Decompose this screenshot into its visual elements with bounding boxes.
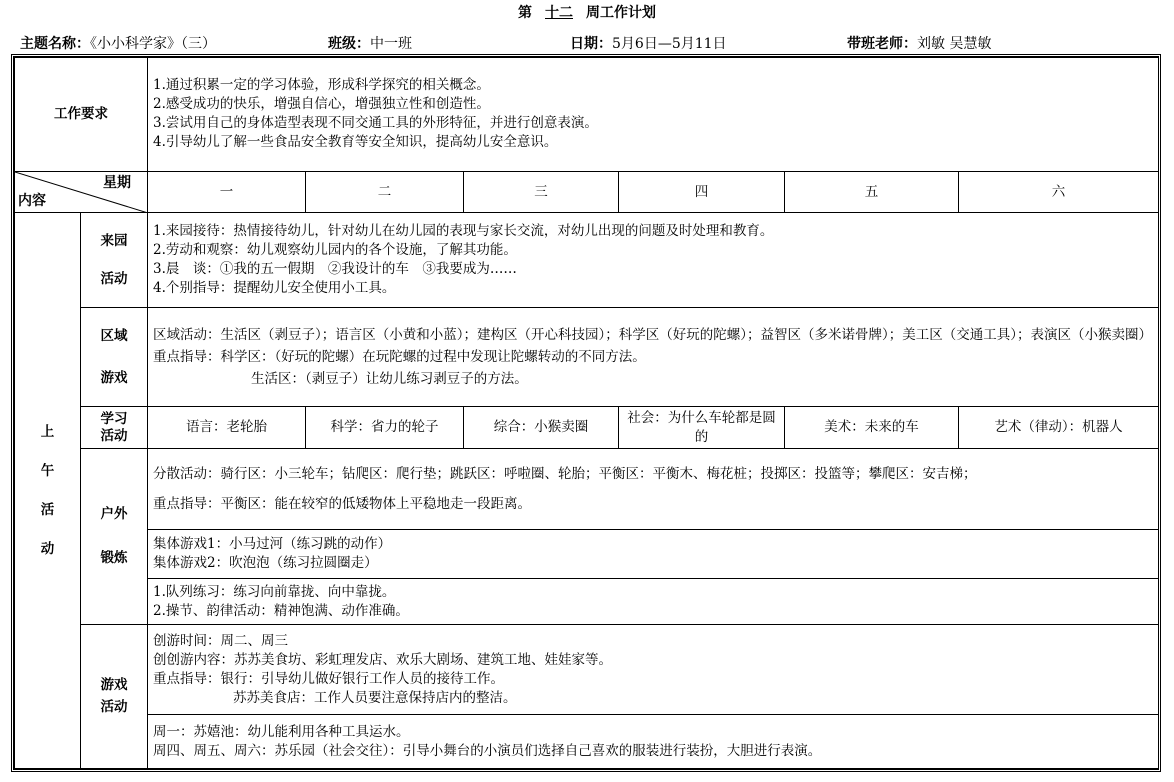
corner-weekday-label: 星期 [103, 174, 131, 191]
arrival-content [148, 213, 1159, 308]
outdoor-line: 重点指导：平衡区：能在较窄的低矮物体上平稳地走一段距离。 [153, 496, 531, 513]
game-label [81, 624, 148, 768]
outdoor-row-3 [15, 579, 1159, 624]
requirement-item: 1.通过积累一定的学习体验，形成科学探究的相关概念。 [153, 77, 490, 94]
diagonal-header-cell [15, 171, 148, 212]
study-saturday: 艺术（律动）：机器人 [959, 406, 1159, 448]
day-wednesday: 三 [464, 171, 619, 212]
class-label: 班级： [328, 36, 370, 52]
outdoor-line: 集体游戏2：吹泡泡（练习拉圆圈走） [153, 555, 378, 572]
requirements-row [15, 58, 1159, 172]
game-line: 创创游内容：苏苏美食坊、彩虹理发店、欢乐大剧场、建筑工地、娃娃家等。 [153, 651, 612, 668]
study-thursday: 社会：为什么车轮都是圆的 [619, 406, 785, 448]
theme-value: 《小小科学家》（三） [90, 36, 216, 52]
area-games-label [81, 308, 148, 407]
game-content-2 [148, 715, 1159, 769]
teacher-info [847, 33, 991, 53]
outdoor-line: 分散活动：骑行区：小三轮车；钻爬区：爬行垫；跳跃区：呼啦圈、轮胎；平衡区：平衡木、梅花桩；投掷区：投篮等；攀爬区：安吉梯； [153, 466, 977, 483]
page-title [0, 2, 1174, 22]
outdoor-line: 集体游戏1：小马过河（练习跳的动作） [153, 536, 392, 553]
outdoor-row-2 [15, 529, 1159, 578]
outdoor-row-1 [15, 449, 1159, 530]
outdoor-label-line: 锻炼 [100, 550, 128, 567]
game-row-2 [15, 715, 1159, 769]
area-label-line: 区域 [100, 328, 128, 344]
outdoor-label-line: 户外 [100, 506, 128, 523]
game-line: 重点指导：银行：引导幼儿做好银行工作人员的接待工作。 [153, 670, 504, 687]
date-value: 5月6日—5月11日 [612, 36, 727, 52]
requirements-content [148, 58, 1159, 172]
title-suffix: 周工作计划 [586, 5, 656, 21]
game-row-1 [15, 624, 1159, 715]
study-label-line: 活动 [100, 427, 128, 444]
requirement-item: 2.感受成功的快乐，增强自信心，增强独立性和创造性。 [153, 96, 490, 113]
day-friday: 五 [785, 171, 959, 212]
morning-label-char: 午 [40, 462, 55, 479]
arrival-label-line: 来园 [100, 233, 128, 250]
arrival-label-line: 活动 [100, 271, 128, 288]
game-line: 周四、周五、周六：苏乐园（社会交往）：引导小舞台的小演员们选择自己喜欢的服装进行装扮，大胆进行表演。 [153, 742, 822, 759]
study-label [81, 406, 148, 448]
study-row [15, 406, 1159, 448]
requirement-item: 4.引导幼儿了解一些食品安全教育等安全知识，提高幼儿安全意识。 [153, 134, 558, 151]
arrival-row [15, 213, 1159, 308]
game-label-line: 活动 [100, 699, 128, 716]
arrival-line: 3.晨 谈：①我的五一假期 ②我设计的车 ③我要成为…… [153, 261, 517, 278]
week-number: 十二 [545, 5, 573, 21]
requirements-label: 工作要求 [15, 58, 148, 172]
game-line: 周一：苏嬉池：幼儿能利用各种工具运水。 [153, 723, 410, 740]
area-games-content [148, 308, 1159, 407]
morning-activities-label [15, 213, 81, 769]
class-value: 中一班 [370, 36, 412, 52]
morning-label-char: 活 [40, 501, 55, 518]
study-monday: 语言：老轮胎 [148, 406, 306, 448]
area-line: 区域活动：生活区（剥豆子）；语言区（小黄和小蓝）；建构区（开心科技园）；科学区（好玩的陀螺）；益智区（多米诺骨牌）；美工区（交通工具）；表演区（小猴卖圈） [153, 327, 1152, 343]
arrival-line: 1.来园接待：热情接待幼儿，针对幼儿在幼儿园的表现与家长交流，对幼儿出现的问题及时处理和教育。 [153, 223, 774, 240]
arrival-line: 4.个别指导：提醒幼儿安全使用小工具。 [153, 280, 396, 297]
date-info [570, 33, 727, 53]
title-prefix: 第 [518, 5, 532, 21]
outdoor-line: 2.操节、韵律活动：精神饱满、动作准确。 [153, 602, 409, 619]
weekday-row [15, 171, 1159, 212]
area-line: 重点指导：科学区：（好玩的陀螺）在玩陀螺的过程中发现让陀螺转动的不同方法。 [153, 349, 646, 365]
teacher-value: 刘敏 吴慧敏 [917, 36, 992, 52]
class-info [328, 33, 412, 53]
study-label-line: 学习 [100, 410, 128, 427]
outdoor-line: 1.队列练习：练习向前靠拢、向中靠拢。 [153, 583, 396, 600]
game-content-1 [148, 624, 1159, 715]
corner-content-label: 内容 [18, 193, 46, 210]
requirement-item: 3.尝试用自己的身体造型表现不同交通工具的外形特征，并进行创意表演。 [153, 115, 598, 132]
study-wednesday: 综合：小猴卖圈 [464, 406, 619, 448]
area-line: 生活区：（剥豆子）让幼儿练习剥豆子的方法。 [251, 371, 528, 387]
day-saturday: 六 [959, 171, 1159, 212]
game-line: 创游时间：周二、周三 [153, 632, 288, 649]
date-label: 日期： [570, 36, 612, 52]
morning-label-char: 动 [40, 540, 55, 557]
plan-table [14, 57, 1159, 769]
morning-label-char: 上 [40, 423, 55, 440]
arrival-line: 2.劳动和观察：幼儿观察幼儿园内的各个设施，了解其功能。 [153, 242, 517, 259]
day-monday: 一 [148, 171, 306, 212]
study-friday: 美术：未来的车 [785, 406, 959, 448]
theme-label: 主题名称： [20, 36, 90, 52]
outdoor-content-1 [148, 449, 1159, 530]
day-tuesday: 二 [306, 171, 464, 212]
arrival-label [81, 213, 148, 308]
outdoor-content-2 [148, 529, 1159, 578]
outdoor-content-3 [148, 579, 1159, 624]
theme-info [20, 33, 216, 53]
teacher-label: 带班老师： [847, 36, 917, 52]
day-thursday: 四 [619, 171, 785, 212]
game-label-line: 游戏 [100, 677, 128, 694]
area-games-row [15, 308, 1159, 407]
study-tuesday: 科学：省力的轮子 [306, 406, 464, 448]
outdoor-label [81, 449, 148, 624]
game-line: 苏苏美食店：工作人员要注意保持店内的整洁。 [233, 689, 517, 706]
area-label-line: 游戏 [100, 370, 128, 386]
